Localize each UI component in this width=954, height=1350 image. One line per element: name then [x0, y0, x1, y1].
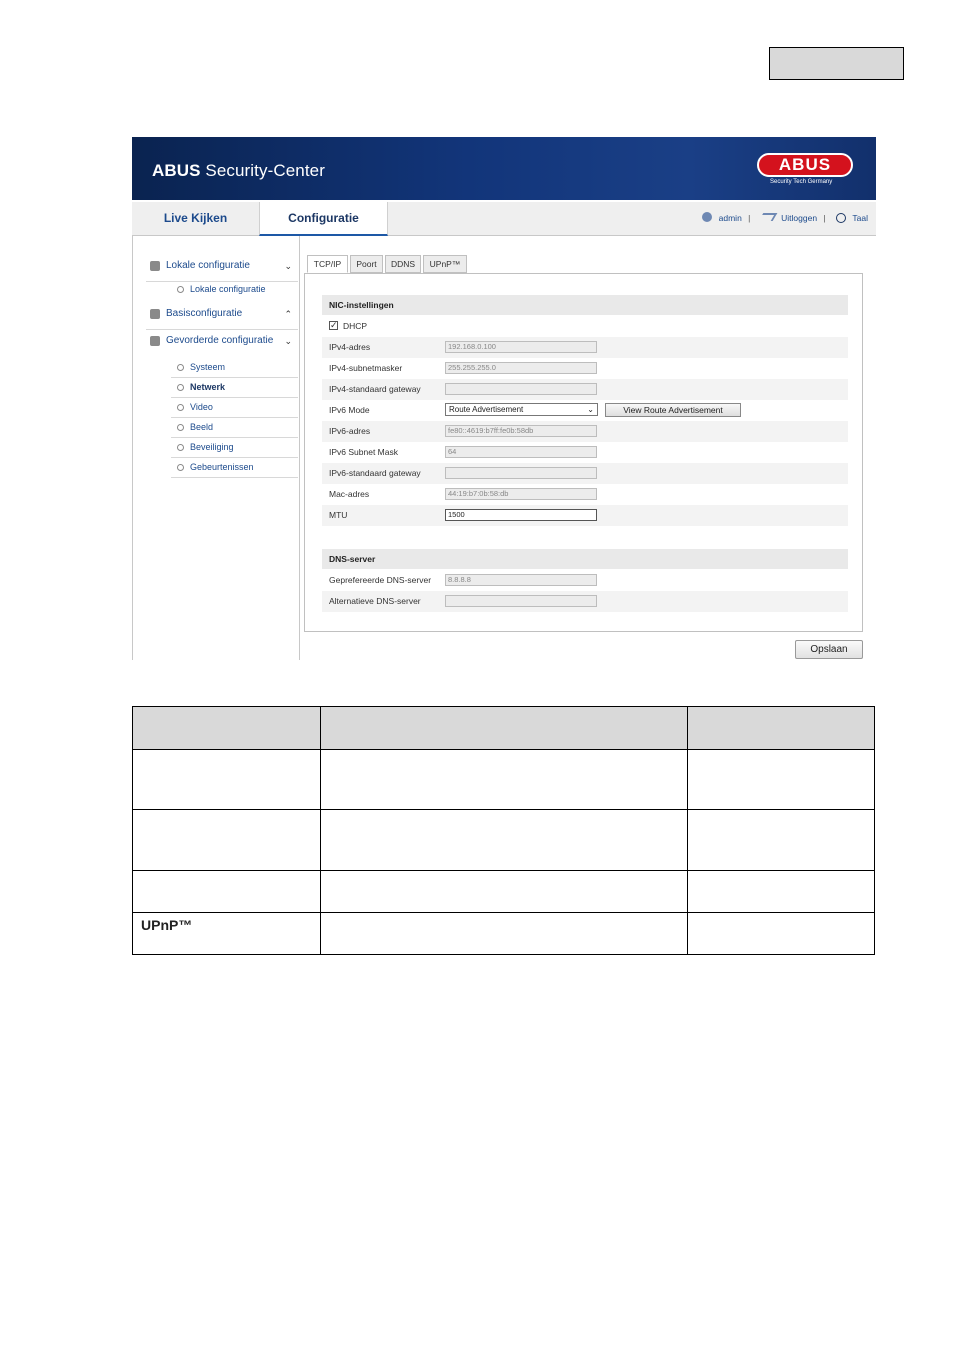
tab-poort[interactable]: Poort — [350, 255, 383, 273]
save-button[interactable]: Opslaan — [795, 640, 863, 659]
gateway4-row — [322, 379, 848, 400]
wrench-icon — [150, 336, 160, 346]
ipv6-field[interactable]: fe80::4619:b7ff:fe0b:58db — [445, 425, 597, 437]
sidebar-section-lokale-configuratie[interactable]: Lokale configuratie ⌄ — [146, 257, 298, 282]
description-table — [132, 706, 875, 955]
table-cell — [320, 871, 687, 913]
alternate-dns-field[interactable] — [445, 595, 597, 607]
tcpip-panel — [304, 273, 863, 632]
web-ui-screenshot — [132, 137, 876, 660]
separator: | — [823, 213, 826, 223]
bullet-icon — [177, 404, 184, 411]
mtu-label: MTU — [329, 510, 348, 520]
user-bar — [698, 202, 868, 235]
bullet-icon — [177, 444, 184, 451]
dns-server-header: DNS-server — [322, 549, 848, 569]
table-cell — [320, 707, 687, 750]
gateway6-label: IPv6-standaard gateway — [329, 468, 421, 478]
alternate-dns-row — [322, 591, 848, 612]
sidebar-divider — [299, 236, 300, 660]
table-row — [133, 810, 875, 871]
logo-subtitle: Security Tech Germany — [770, 179, 833, 185]
bullet-icon — [177, 384, 184, 391]
table-cell-upnp: UPnP™ — [133, 913, 321, 955]
monitor-icon — [150, 261, 160, 271]
table-row — [133, 750, 875, 810]
ipv6-row — [322, 421, 848, 442]
mac-row — [322, 484, 848, 505]
logo-text: ABUS — [757, 153, 853, 177]
bullet-icon — [177, 464, 184, 471]
main-nav — [132, 202, 876, 236]
ipv6-mask-field[interactable]: 64 — [445, 446, 597, 458]
table-cell — [133, 750, 321, 810]
frame-left-border — [132, 236, 133, 660]
ipv6-label: IPv6-adres — [329, 426, 371, 436]
subnet-row — [322, 358, 848, 379]
abus-logo — [755, 151, 859, 183]
logout-link[interactable]: Uitloggen — [781, 213, 818, 223]
user-link[interactable]: admin — [718, 213, 742, 223]
table-cell — [688, 707, 875, 750]
table-cell — [320, 810, 687, 871]
page-number-box — [769, 47, 904, 80]
tab-ddns[interactable]: DDNS — [385, 255, 421, 273]
table-cell — [320, 750, 687, 810]
table-cell — [688, 750, 875, 810]
table-row — [133, 913, 875, 955]
table-cell — [688, 913, 875, 955]
ipv6-mode-select[interactable]: Route Advertisement ⌄ — [445, 403, 598, 416]
bullet-icon — [177, 424, 184, 431]
subnet-label: IPv4-subnetmasker — [329, 363, 403, 373]
chevron-down-icon: ⌄ — [284, 336, 292, 346]
subnet-field[interactable]: 255.255.255.0 — [445, 362, 597, 374]
ipv4-row — [322, 337, 848, 358]
sidebar-item-gebeurtenissen[interactable]: Gebeurtenissen — [171, 458, 298, 478]
language-link[interactable]: Taal — [852, 213, 868, 223]
banner — [132, 137, 876, 200]
chevron-down-icon: ⌄ — [284, 261, 292, 271]
gateway4-label: IPv4-standaard gateway — [329, 384, 421, 394]
dhcp-checkbox[interactable]: ✓ — [330, 320, 338, 330]
table-cell — [320, 913, 687, 955]
table-row — [133, 871, 875, 913]
nic-settings-header: NIC-instellingen — [322, 295, 848, 315]
gateway4-field[interactable] — [445, 383, 597, 395]
tab-live-kijken[interactable]: Live Kijken — [163, 211, 228, 225]
separator: | — [748, 213, 751, 223]
ipv6-mask-label: IPv6 Subnet Mask — [329, 447, 398, 457]
preferred-dns-field[interactable]: 8.8.8.8 — [445, 574, 597, 586]
bullet-icon — [177, 286, 184, 293]
app-title: ABUS Security-Center — [152, 161, 325, 180]
chevron-up-icon: ⌃ — [284, 309, 292, 319]
ipv6-mask-row — [322, 442, 848, 463]
mac-label: Mac-adres — [329, 489, 370, 499]
settings-icon — [150, 309, 160, 319]
ipv4-label: IPv4-adres — [329, 342, 371, 352]
dhcp-row — [322, 316, 848, 337]
user-icon — [702, 212, 712, 222]
mtu-row — [322, 505, 848, 526]
table-cell — [133, 871, 321, 913]
tab-configuratie[interactable]: Configuratie — [259, 202, 388, 236]
table-cell — [688, 871, 875, 913]
logout-icon — [758, 213, 777, 221]
ipv4-field[interactable]: 192.168.0.100 — [445, 341, 597, 353]
sidebar-item-video[interactable]: Video — [171, 398, 298, 418]
ipv6-mode-label: IPv6 Mode — [329, 405, 370, 415]
sidebar-item-lokale-configuratie[interactable]: Lokale configuratie — [171, 280, 298, 299]
table-cell — [133, 707, 321, 750]
alternate-dns-label: Alternatieve DNS-server — [329, 596, 421, 606]
chevron-down-icon: ⌄ — [587, 405, 594, 414]
table-cell — [688, 810, 875, 871]
sidebar-item-beeld[interactable]: Beeld — [171, 418, 298, 438]
preferred-dns-row — [322, 570, 848, 591]
sidebar-section-basisconfiguratie[interactable]: Basisconfiguratie ⌃ — [146, 305, 298, 330]
bullet-icon — [177, 364, 184, 371]
sidebar-item-systeem[interactable]: Systeem — [171, 358, 298, 378]
globe-icon — [836, 213, 846, 223]
view-route-advertisement-button[interactable]: View Route Advertisement — [605, 403, 741, 417]
tab-upnp[interactable]: UPnP™ — [423, 255, 467, 273]
sidebar-item-netwerk[interactable]: Netwerk — [171, 378, 298, 398]
table-header-row — [133, 707, 875, 750]
ipv6-mode-row — [322, 400, 848, 421]
mac-field[interactable]: 44:19:b7:0b:58:db — [445, 488, 597, 500]
sidebar — [146, 257, 298, 478]
preferred-dns-label: Geprefereerde DNS-server — [329, 575, 432, 585]
dhcp-label: DHCP — [343, 321, 368, 331]
mtu-field[interactable]: 1500 — [445, 509, 597, 521]
tab-tcpip[interactable]: TCP/IP — [307, 255, 348, 273]
sidebar-item-beveiliging[interactable]: Beveiliging — [171, 438, 298, 458]
gateway6-row — [322, 463, 848, 484]
table-cell — [133, 810, 321, 871]
sidebar-section-gevorderde-configuratie[interactable]: Gevorderde configuratie ⌄ — [146, 332, 298, 356]
gateway6-field[interactable] — [445, 467, 597, 479]
